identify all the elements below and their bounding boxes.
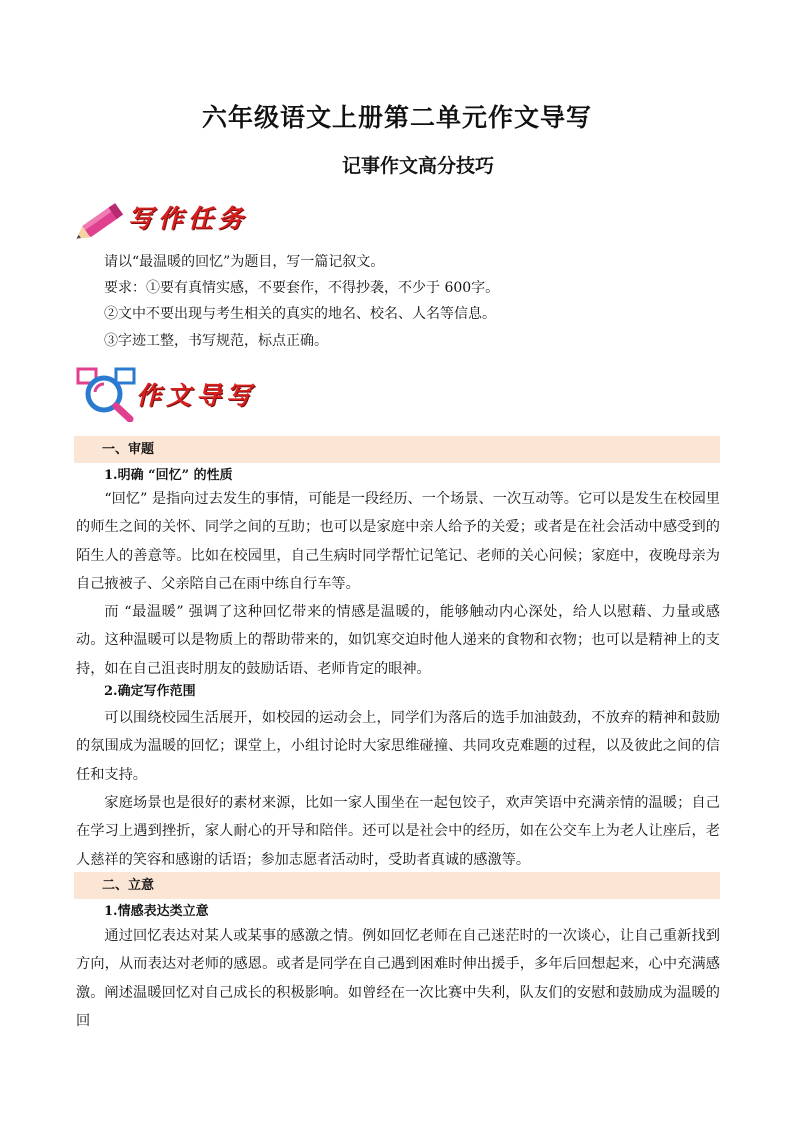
sub-heading-1-1: 1.明确 “回忆” 的性质: [104, 468, 233, 483]
paragraph-3: 可以围绕校园生活展开，如校园的运动会上，同学们为落后的选手加油鼓劲，不放弃的精神和鼓励的氛围成为温暖的回忆；课堂上，小组讨论时大家思维碰撞、共同攻克难题的过程，以及彼此之间的信任和支持。: [76, 710, 720, 783]
magnifier-icon: [76, 366, 138, 422]
paragraph-1: “回忆” 是指向过去发生的事情，可能是一段经历、一个场景、一次互动等。它可以是发生在校园里的师生之间的关怀、同学之间的互助；也可以是家庭中亲人给予的关爱；或者是在社会活动中感受到的陌生人的善意等。比如在校园里，自己生病时同学帮忙记笔记、老师的关心问候；家庭中，夜晚母亲为自己掖被子、父亲陪自己在雨中练自行车等。: [76, 491, 720, 592]
section-heading-1: 一、审题: [74, 436, 720, 463]
task-line-3: ②文中不要出现与考生相关的真实的地名、校名、人名等信息。: [104, 306, 496, 322]
paragraph-6: 阐述温暖回忆对自己成长的积极影响。如曾经在一次比赛中失利，队友们的安慰和鼓励成为温暖的回: [76, 985, 720, 1030]
task-line-1: 请以“最温暖的回忆”为题目，写一篇记叙文。: [104, 254, 385, 270]
task-line-2: 要求：①要有真情实感，不要套作，不得抄袭，不少于 600字。: [104, 280, 500, 296]
paragraph-4: 家庭场景也是很好的素材来源，比如一家人围坐在一起包饺子，欢声笑语中充满亲情的温暖；自己在学习上遇到挫折，家人耐心的开导和陪伴。还可以是社会中的经历，如在公交车上为老人让座后，老人慈祥的笑容和感谢的话语；参加志愿者活动时，受助者真诚的感激等。: [76, 795, 720, 868]
guide-banner: [76, 366, 276, 422]
paragraph-5: 通过回忆表达对某人或某事的感激之情。例如回忆老师在自己迷茫时的一次谈心，让自己重新找到方向，从而表达对老师的感恩。或者是同学在自己遇到困难时伸出援手，多年后回想起来，心中充满感激。: [76, 928, 720, 1001]
task-banner-text: 写作任务: [128, 204, 249, 233]
task-banner: [76, 193, 276, 243]
guide-banner-text: 作文导写: [136, 381, 257, 410]
task-line-4: ③字迹工整，书写规范，标点正确。: [104, 333, 328, 349]
section-heading-2: 二、立意: [74, 872, 720, 899]
document-title: 六年级语文上册第二单元作文导写: [201, 103, 592, 132]
sub-heading-2-1: 1.情感表达类立意: [104, 904, 209, 919]
sub-heading-1-2: 2.确定写作范围: [104, 684, 196, 699]
paragraph-2: 而 “最温暖” 强调了这种回忆带来的情感是温暖的，能够触动内心深处，给人以慰藉、力量或感动。这种温暖可以是物质上的帮助带来的，如饥寒交迫时他人递来的食物和衣物；也可以是精神上的支持，如在自己沮丧时朋友的鼓励话语、老师肯定的眼神。: [76, 604, 720, 677]
document-subtitle: 记事作文高分技巧: [341, 155, 494, 177]
pencil-icon: [76, 193, 136, 243]
